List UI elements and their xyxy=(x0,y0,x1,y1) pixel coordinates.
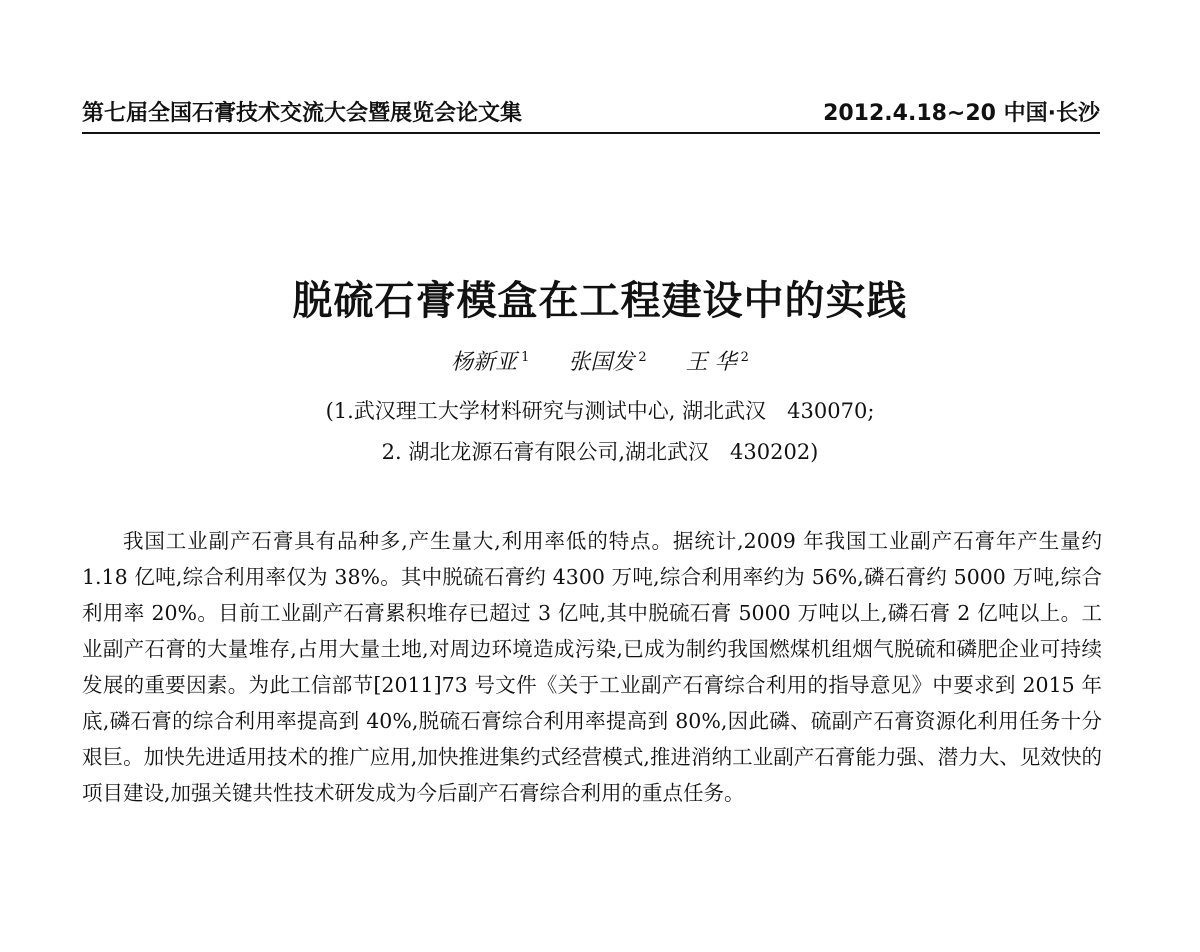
author-name: 王 华 xyxy=(685,350,737,376)
author-affiliation-mark: 2 xyxy=(740,350,749,365)
affiliation-line-2: 2. 湖北龙源石膏有限公司,湖北武汉 430202) xyxy=(381,440,819,464)
author-1 xyxy=(451,350,529,375)
author-3 xyxy=(686,350,749,375)
author-name: 张国发 xyxy=(568,350,635,376)
author-list xyxy=(0,343,1200,378)
author-2 xyxy=(568,350,646,375)
affiliation-line-1: (1.武汉理工大学材料研究与测试中心, 湖北武汉 430070; xyxy=(325,399,875,423)
author-name: 杨新亚 xyxy=(451,350,518,376)
paper-title: 脱硫石膏模盒在工程建设中的实践 xyxy=(292,278,908,324)
conference-date-place: 2012.4.18~20 中国·长沙 xyxy=(823,101,1100,126)
author-affiliation-mark: 2 xyxy=(638,350,647,365)
running-header xyxy=(82,96,1100,134)
proceedings-title: 第七届全国石膏技术交流大会暨展览会论文集 xyxy=(82,101,523,126)
body-paragraph: 我国工业副产石膏具有品种多,产生量大,利用率低的特点。据统计,2009 年我国工业副产石膏年产生量约 1.18 亿吨,综合利用率仅为 38%。其中脱硫石膏约 4300 万吨,综合利用率约为 56%,磷石膏约 5000 万吨,综合利用率 20%。目前工业副产石膏累积堆存已超过 3 亿吨,其中脱硫石膏 5000 万吨以上,磷石膏 2 亿吨以上。工业副产石膏的大量堆存,占用大量土地,对周边环境造成污染,已成为制约我国燃煤机组烟气脱硫和磷肥企业可持续发展的重要因素。为此工信部节[2011]73 号文件《关于工业副产石膏综合利用的指导意见》中要求到 2015 年底,磷石膏的综合利用率提高到 40%,脱硫石膏综合利用率提高到 80%,因此磷、硫副产石膏资源化利用任务十分艰巨。加快先进适用技术的推广应用,加快推进集约式经营模式,推进消纳工业副产石膏能力强、潜力大、见效快的项目建设,加强关键共性技术研发成为今后副产石膏综合利用的重点任务。 xyxy=(82,529,1102,805)
author-affiliation-mark: 1 xyxy=(521,350,530,365)
body-text xyxy=(82,523,1102,811)
